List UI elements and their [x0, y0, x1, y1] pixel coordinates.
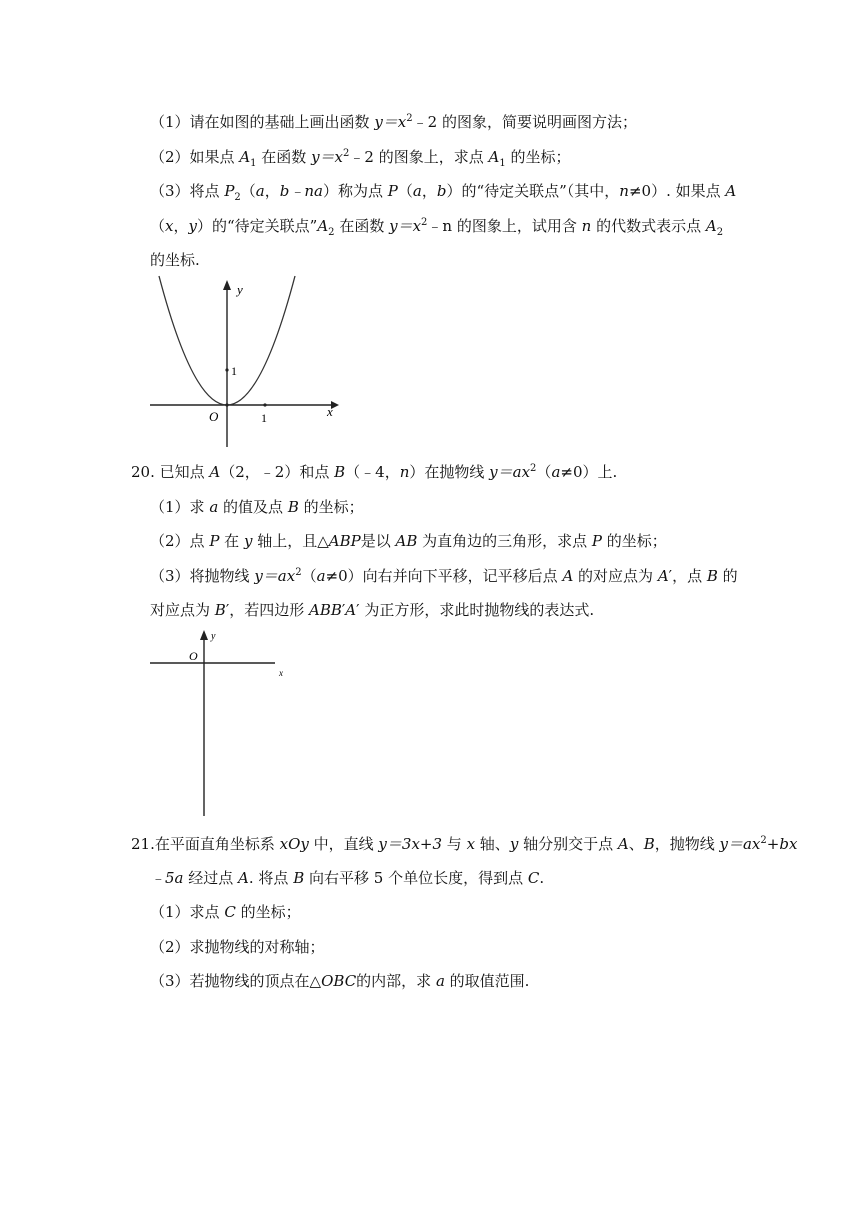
q19-x-label: x — [327, 404, 333, 419]
q20-stem: 20. 已知点 A（2，﹣2）和点 B（﹣4，n）在抛物线 $y=ax^2(a\ne 0)$上. — [131, 463, 618, 481]
q20-y-label: y — [211, 631, 216, 642]
q20-y-arrow-icon — [200, 630, 208, 640]
q19-part3-end: 的坐标. — [150, 251, 200, 269]
q19-tick-y: 1 — [231, 364, 237, 378]
q19-parabola-figure — [145, 272, 340, 450]
q21-stem-cont: ﹣5a 经过点 A. 将点 B 向右平移 5 个单位长度，得到点 C. — [150, 869, 545, 887]
q21-part3: （3）若抛物线的顶点在△OBC的内部，求 a 的取值范围. — [150, 972, 530, 990]
q21-part1: （1）求点 C 的坐标； — [150, 903, 301, 921]
q20-x-label: x — [279, 668, 283, 678]
q19-part3-cont: （x，y）的“待定关联点$”A_2$ 在函数 $y=x^2﹣n$ 的图象上，试用含 n 的代数式表示点 $A_2$ — [150, 217, 724, 238]
q20-part1: （1）求 a 的值及点 B 的坐标； — [150, 498, 364, 516]
q20-part3-cont: 对应点为 B′，若四边形 ABB′A′ 为正方形，求此时抛物线的表达式. — [150, 601, 595, 619]
q20-part2: （2）点 P 在 y 轴上，且△ABP是以 AB 为直角边的三角形，求点 P 的坐标； — [150, 532, 667, 550]
q21-stem: 21.在平面直角坐标系 xOy 中，直线 y＝3x+3 与 x 轴、y 轴分别交于点 A、B，抛物线 $y=ax^2+bx$ — [131, 835, 798, 853]
q19-tick-x: 1 — [261, 411, 267, 425]
q20-origin-label: O — [189, 649, 198, 663]
q20-axes-figure — [145, 626, 295, 820]
q19-part1: （1）请在如图的基础上画出函数 $y=x^2﹣2$ 的图象，简要说明画图方法； — [150, 113, 637, 131]
q20-part3: （3）将抛物线 $y=ax^2(a\ne 0)$向右并向下平移，记平移后点 A 的对应点为 A′，点 B 的 — [150, 567, 738, 585]
q19-origin-label: O — [209, 409, 219, 424]
q19-y-label: y — [237, 282, 243, 297]
q19-part2: （2）如果点 $A_1$ 在函数 $y=x^2﹣2$ 的图象上，求点 $A_1$ 的坐标； — [150, 148, 571, 169]
q19-y-arrow-icon — [223, 280, 231, 290]
q19-part3: （3）将点 $P_2(a$，b﹣na）称为点 P（a，b）的“待定关联点”（其中，n≠0）. 如果点 A — [150, 182, 737, 203]
q21-part2: （2）求抛物线的对称轴； — [150, 938, 325, 956]
